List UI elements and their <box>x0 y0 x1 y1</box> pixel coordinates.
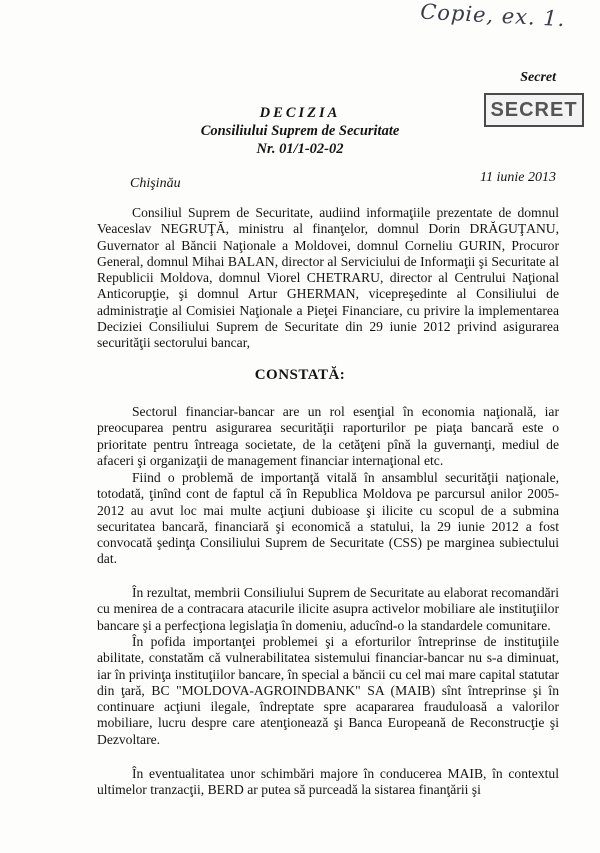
issue-date: 11 iunie 2013 <box>480 170 556 185</box>
classification-label: Secret <box>520 70 556 85</box>
decision-title: DECIZIA <box>259 105 341 121</box>
decision-issuer: Consiliului Suprem de Securitate <box>200 123 400 139</box>
body-paragraph: Sectorul financiar-bancar are un rol esenţial în economia naţională, iar preocuparea pentru asigurarea securităţii raporturilor pe piaţa bancară este o prioritate pentru întreaga societate, de la cetăţeni pînă la guvernanţi, mediul de afaceri şi organizaţii de management financiar internaţional etc. <box>97 404 559 468</box>
section-heading: CONSTATĂ: <box>254 367 346 383</box>
secret-stamp: SECRET <box>484 93 584 127</box>
body-paragraph: În eventualitatea unor schimbări majore în conducerea MAIB, în contextul ultimelor tranzacţii, BERD ar putea să purceadă la sistarea finanţării şi <box>97 766 559 798</box>
handwritten-copy-note: Copie, ex. 1. <box>419 0 567 32</box>
intro-paragraph: Consiliul Suprem de Securitate, audiind informaţiile prezentate de domnul Veaceslav NEGRUŢĂ, ministru al finanţelor, domnul Dorin DRĂGUŢANU, Guvernator al Băncii Naţionale a Moldovei, domnul Corneliu GURIN, Procuror General, domnul Mihai BALAN, director al Serviciului de Informaţii şi Securitate al Republicii Moldova, domnul Viorel CHETRARU, director al Centrului Naţional Anticorupţie, şi domnul Artur GHERMAN, vicepreşedinte al Consiliului de administraţie al Comisiei Naţionale a Pieţei Financiare, cu privire la implementarea Deciziei Consiliului Suprem de Securitate din 29 iunie 2012 privind asigurarea securităţii sectorului bancar, <box>97 205 559 351</box>
decision-header <box>180 104 420 158</box>
body-paragraph: În pofida importanţei problemei şi a eforturilor întreprinse de instituţiile abilitate, constatăm că vulnerabilitatea sistemului financiar-bancar nu s-a diminuat, iar în privinţa instituţiilor bancare, în special a băncii cu cel mai mare capital statutar din ţară, BC "MOLDOVA-AGROINDBANK" SA (MAIB) sînt întreprinse şi în continuare acţiuni ilegale, îndreptate spre acapararea frauduloasă a valorilor mobiliare, lucru despre care atenţionează şi Banca Europeană de Reconstrucţie şi Dezvoltare. <box>97 634 559 747</box>
body-paragraph: În rezultat, membrii Consiliului Suprem de Securitate au elaborat recomandări cu menirea de a contracara atacurile ilicite asupra activelor mobiliare ale instituţiilor bancare şi a perfecţiona legislaţia în domeniu, aducînd-o la standardele comunitare. <box>97 585 559 633</box>
body-paragraph: Fiind o problemă de importanţă vitală în ansamblul securităţii naţionale, totodată, ţinînd cont de faptul că în Republica Moldova pe parcursul anilor 2005-2012 au avut loc mai multe acţiuni dubioase şi ilicite cu scopul de a submina securitatea bancară, financiară şi economică a statului, la 29 iunie 2012 a fost convocată şedinţa Consiliului Suprem de Securitate (CSS) pe marginea subiectului dat. <box>97 470 559 567</box>
decision-number: Nr. 01/1-02-02 <box>256 141 344 157</box>
issue-place: Chişinău <box>130 176 181 191</box>
